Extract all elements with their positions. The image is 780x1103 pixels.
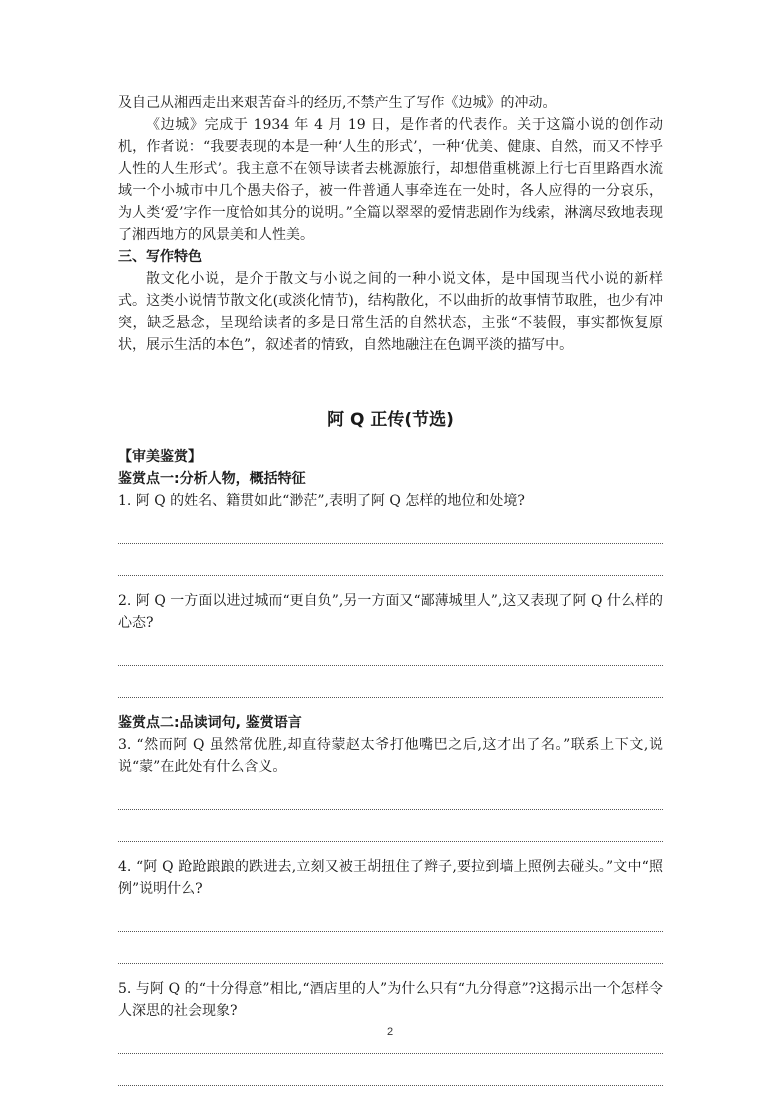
answer-line[interactable] (118, 810, 663, 842)
document-page (118, 92, 663, 1086)
answer-line[interactable] (118, 900, 663, 932)
article-title: 阿 Q 正传(节选) (327, 410, 454, 430)
appreciation-point-1: 鉴赏点一:分析人物，概括特征 (118, 471, 306, 487)
answer-line[interactable] (118, 544, 663, 576)
intro-paragraph-1: 及自己从湘西走出来艰苦奋斗的经历,不禁产生了写作《边城》的冲动。 (118, 95, 557, 111)
aesthetic-label: 【审美鉴赏】 (118, 449, 202, 465)
answer-line[interactable] (118, 634, 663, 666)
intro-paragraph-2: 《边城》完成于 1934 年 4 月 19 日，是作者的代表作。关于这篇小说的创作动机，作者说：“我要表现的本是一种‘人生的形式’，一种‘优美、健康、自然，而又不悖乎人性的人生形式’。我主意不在领导读者去桃源旅行，却想借重桃源上行七百里路酉水流域一个小城市中几个愚夫俗子，被一件普通人事牵连在一处时，各人应得的一分哀乐，为人类‘爱’字作一度恰如其分的说明。”全篇以翠翠的爱情悲剧作为线索，淋漓尽致地表现了湘西地方的风景美和人性美。 (118, 117, 663, 243)
answer-line[interactable] (118, 666, 663, 698)
intro-paragraph-3: 散文化小说，是介于散文与小说之间的一种小说文体，是中国现当代小说的新样式。这类小说情节散文化(或淡化情节)，结构散化，不以曲折的故事情节取胜，也少有冲突，缺乏悬念，呈现给读者的多是日常生活的自然状态，主张“不装假，事实都恢复原状，展示生活的本色”，叙述者的情致，自然地融注在色调平淡的描写中。 (118, 271, 663, 353)
question-2: 2. 阿 Q 一方面以进过城而“更自负”,另一方面又“鄙薄城里人”,这又表现了阿 Q 什么样的心态? (118, 593, 663, 631)
answer-line[interactable] (118, 778, 663, 810)
question-1: 1. 阿 Q 的姓名、籍贯如此“渺茫”,表明了阿 Q 怎样的地位和处境? (118, 493, 525, 509)
question-4: 4. “阿 Q 跄跄踉踉的跌进去,立刻又被王胡扭住了辫子,要拉到墙上照例去碰头。”文中“照例”说明什么? (118, 859, 663, 897)
section-heading-writing-features: 三、写作特色 (118, 249, 202, 265)
answer-line[interactable] (118, 1054, 663, 1086)
appreciation-point-2: 鉴赏点二:品读词句, 鉴赏语言 (118, 715, 302, 731)
page-number: 2 (386, 1026, 394, 1038)
answer-line[interactable] (118, 512, 663, 544)
question-3: 3. “然而阿 Q 虽然常优胜,却直待蒙赵太爷打他嘴巴之后,这才出了名。”联系上下文,说说“蒙”在此处有什么含义。 (118, 737, 663, 775)
answer-line[interactable] (118, 932, 663, 964)
question-5: 5. 与阿 Q 的“十分得意”相比,“酒店里的人”为什么只有“九分得意”?这揭示出一个怎样令人深思的社会现象? (118, 981, 663, 1019)
